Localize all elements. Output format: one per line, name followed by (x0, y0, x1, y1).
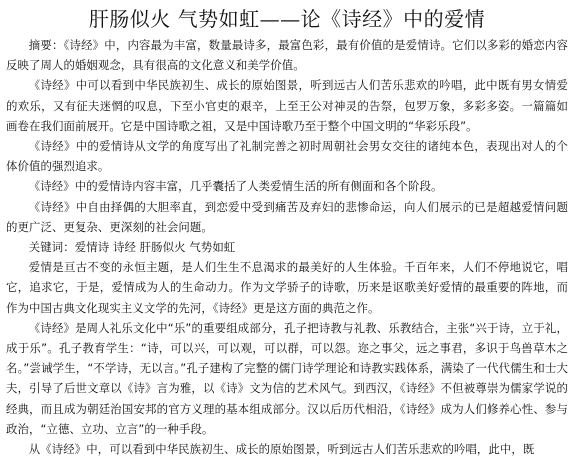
body-paragraph: 《诗经》中可以看到中华民族初生、成长的原始图景，听到远古人们苦乐悲欢的吟唱，此中既有男女情爱的欢乐，又有征夫迷惘的叹息，下至小官吏的艰辛，上至王公对神灵的告祭，包罗万象，多彩多姿。一篇篇如画卷在我们面前展开。它是中国诗歌之祖，又是中国诗歌乃至于整个中国文明的“华彩乐段”。 (6, 78, 568, 133)
body-paragraph: 《诗经》是周人礼乐文化中“乐”的重要组成部分，孔子把诗教与礼教、乐教结合，主张“兴于诗，立于礼，成于乐”。孔子教育学生：“诗，可以兴，可以观，可以群，可以怨。迩之事父，远之事君，多识于鸟兽草木之名。”尝诫学生，“不学诗，无以言。”孔子建构了完整的儒门诗学理论和诗教实践体系，满染了一代代儒生和士大夫，引导了后世文章以《诗》言为雅，以《诗》文为信的艺术风气。到西汉，《诗经》不但被尊崇为儒家学说的经典，而且成为朝廷治国安邦的官方义理的基本组成部分。汉以后历代相沿，《诗经》成为人们修养心性、参与政治，“立德、立功、立言”的一种手段。 (6, 320, 568, 436)
abstract-paragraph: 摘要：《诗经》中，内容最为丰富，数量最诗多，最富色彩，最有价值的是爱情诗。它们以多彩的婚恋内容反映了周人的婚姻观念，具有很高的文化意义和美学价值。 (6, 38, 568, 73)
body-paragraph: 从《诗经》中，可以看到中华民族初生、成长的原始图景，听到远古人们苦乐悲欢的吟唱，此中，既 (28, 442, 535, 457)
body-paragraph: 《诗经》中的爱情诗内容丰富，几乎囊括了人类爱情生活的所有侧面和各个阶段。 (28, 179, 443, 194)
document-title: 肝肠似火 气势如虹——论《诗经》中的爱情 (88, 7, 486, 31)
body-paragraph: 爱情是亘古不变的永恒主题，是人们生生不息渴求的最美好的人生体验。千百年来，人们不停地说它，唱它，追求它，于是，爱情成为人的生命动力。作为文学骄子的诗歌，历来是讴歌美好爱情的最重要的阵地，而作为中国古典文化现实主义文学的先河，《诗经》更是这方面的典范之作。 (6, 260, 568, 315)
body-paragraph: 《诗经》中自由择偶的大胆率直，到恋爱中受到痛苦及弃妇的悲惨命运，向人们展示的已是超越爱情问题的更广泛、更复杂、更深刻的社会问题。 (6, 199, 568, 234)
keywords-line: 关键词：爱情诗 诗经 肝肠似火 气势如虹 (28, 240, 236, 255)
document-page (6, 0, 568, 475)
body-paragraph: 《诗经》中的爱情诗从文学的角度写出了礼制完善之初时周朝社会男女交往的诸纯本色，表现出对人的个体价值的强烈追求。 (6, 139, 568, 174)
